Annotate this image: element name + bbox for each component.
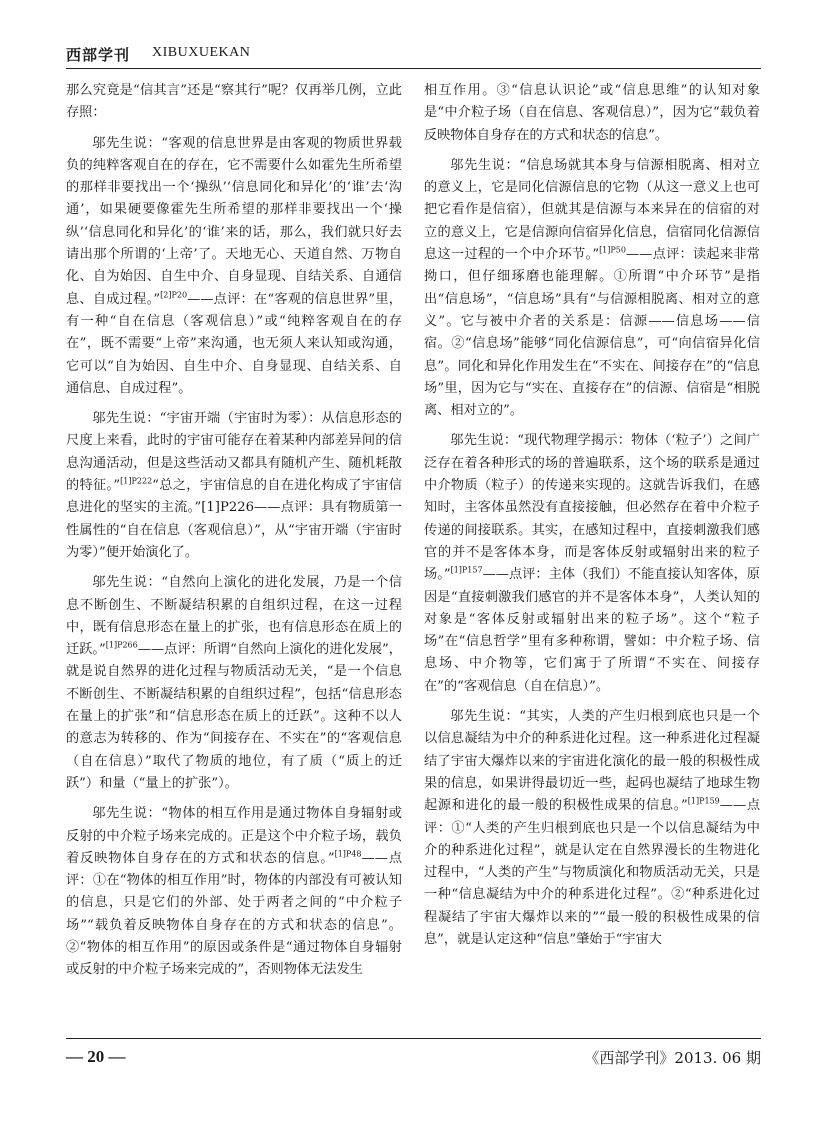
paragraph: 邬先生说：“信息场就其本身与信源相脱离、相对立的意义上，它是同化信源信息的它物（从这一意义上也可把它看作是信宿），但就其是信源与本来异在的信宿的对立的意义上，它是信源向信宿异化信息，信宿同化信源信息这一过程的一个中介环节。”$^{[1]P50}$——点评：读起来非常拗口，但仔细琢磨也能理解。①所谓“中介环节”是指出“信息场”，“信息场”具有“与信源相脱离、相对立的意义”。它与被中介者的关系是：信源——信息场——信宿。②“信息场”能够“同化信源信息”，可“向信宿异化信息”。同化和异化作用发生在“不实在、间接存在”的“信息场”里，因为它与“实在、直接存在”的信源、信宿是“相脱离、相对立的”。 xyxy=(424,157,760,419)
left-column xyxy=(66,80,402,1035)
journal-pinyin: XIBUXUEKAN xyxy=(152,45,251,60)
page-number: — 20 — xyxy=(66,1047,126,1066)
paragraph: 邬先生说：“现代物理学揭示：物体（‘粒子’）之间广泛存在着各种形式的场的普遍联系，这个场的联系是通过中介物质（粒子）的传递来实现的。这就告诉我们，在感知时，主客体虽然没有直接接触，但必然存在着中介粒子传递的间接联系。其实，在感知过程中，直接刺激我们感官的并不是客体本身，而是客体反射或辐射出来的粒子场。”$^{[1]P157}$——点评：主体（我们）不能直接认知客体，原因是“直接刺激我们感官的并不是客体本身”，人类认知的对象是“客体反射或辐射出来的粒子场”。这个“粒子场”在“信息哲学”里有多种称谓，譬如：中介粒子场、信息场、中介物等，它们寓于了所谓“不实在、间接存在”的“客观信息（自在信息）”。 xyxy=(424,433,760,694)
paragraph: 邬先生说：“宇宙开端（宇宙时为零）：从信息形态的尺度上来看，此时的宇宙可能存在着某种内部差异间的信息沟通活动，但是这些活动又都具有随机产生、随机耗散的特征。”$^{[1]P222}$“总之，宇宙信息的自在进化构成了宇宙信息进化的坚实的主流。”[1]P226——点评：具有物质第一性属性的“自在信息（客观信息）”，从“宇宙开端（宇宙时为零）”便开始演化了。 xyxy=(66,411,402,560)
journal-name: 西部学刊 xyxy=(66,46,131,64)
right-column xyxy=(424,80,760,1035)
running-header xyxy=(66,42,761,69)
paragraph: 相互作用。③“信息认识论”或“信息思维”的认知对象是“中介粒子场（自在信息、客观信息）”，因为它“载负着反映物体自身存在的方式和状态的信息”。 xyxy=(424,83,760,143)
paragraph: 邬先生说：“其实，人类的产生归根到底也只是一个以信息凝结为中介的种系进化过程。这一种系进化过程凝结了宇宙大爆炸以来的宇宙进化演化的最一般的积极性成果的信息，如果讲得最切近一些，起码也凝结了地球生物起源和进化的最一般的积极性成果的信息。”$^{[1]P159}$——点评：①“人类的产生归根到底也只是一个以信息凝结为中介的种系进化过程”，就是认定在自然界漫长的生物进化过程中，“人类的产生”与物质演化和物质活动无关，只是一种“信息凝结为中介的种系进化过程”。②“种系进化过程凝结了宇宙大爆炸以来的”“最一般的积极性成果的信息”，就是认定这种“信息”肇始于“宇宙大 xyxy=(424,709,760,947)
paragraph: 邬先生说：“自然向上演化的进化发展，乃是一个信息不断创生、不断凝结积累的自组织过程，在这一过程中，既有信息形态在量上的扩张，也有信息形态在质上的迁跃。”$^{[1]P266}$——点评：所谓“自然向上演化的进化发展”，就是说自然界的进化过程与物质活动无关，“是一个信息不断创生、不断凝结积累的自组织过程”，包括“信息形态在量上的扩张”和“信息形态在质上的迁跃”。这种不以人的意志为转移的、作为“间接存在、不实在”的“客观信息（自在信息）”取代了物质的地位，有了质（“质上的迁跃”）和量（“量上的扩张”）。 xyxy=(66,575,402,791)
paragraph: 那么究竟是“信其言”还是“察其行”呢？仅再举几例，立此存照： xyxy=(66,83,402,121)
page-footer xyxy=(66,1038,761,1075)
paragraph: 邬先生说：“物体的相互作用是通过物体自身辐射或反射的中介粒子场来完成的。正是这个中介粒子场，载负着反映物体自身存在的方式和状态的信息。”$^{[1]P48}$——点评：①在“物体的相互作用”时，物体的内部没有可被认知的信息，只是它们的外部、处于两者之间的“中介粒子场”“载负着反映物体自身存在的方式和状态的信息”。②“物体的相互作用”的原因或条件是“通过物体自身辐射或反射的中介粒子场来完成的”，否则物体无法发生 xyxy=(66,806,402,978)
issue-label: 《西部学刊》2013. 06 期 xyxy=(584,1049,761,1067)
paragraph: 邬先生说：“客观的信息世界是由客观的物质世界载负的纯粹客观自在的存在，它不需要什么如霍先生所希望的那样非要找出一个‘操纵’‘信息同化和异化’的‘谁’去‘沟通’，如果硬要像霍先生所希望的那样非要找出一个‘操纵’‘信息同化和异化’的‘谁’来的话，那么，我们就只好去请出那个所谓的‘上帝’了。天地无心、天道自然、万物自化、自为始因、自生中介、自身显现、自结关系、自通信息、自成过程。”$^{[2]P20}$——点评：在“客观的信息世界”里，有一种“自在信息（客观信息）”或“纯粹客观自在的存在”，既不需要“上帝”来沟通，也无须人来认知或沟通，它可以“自为始因、自生中介、自身显现、自结关系、自通信息、自成过程”。 xyxy=(66,135,402,396)
